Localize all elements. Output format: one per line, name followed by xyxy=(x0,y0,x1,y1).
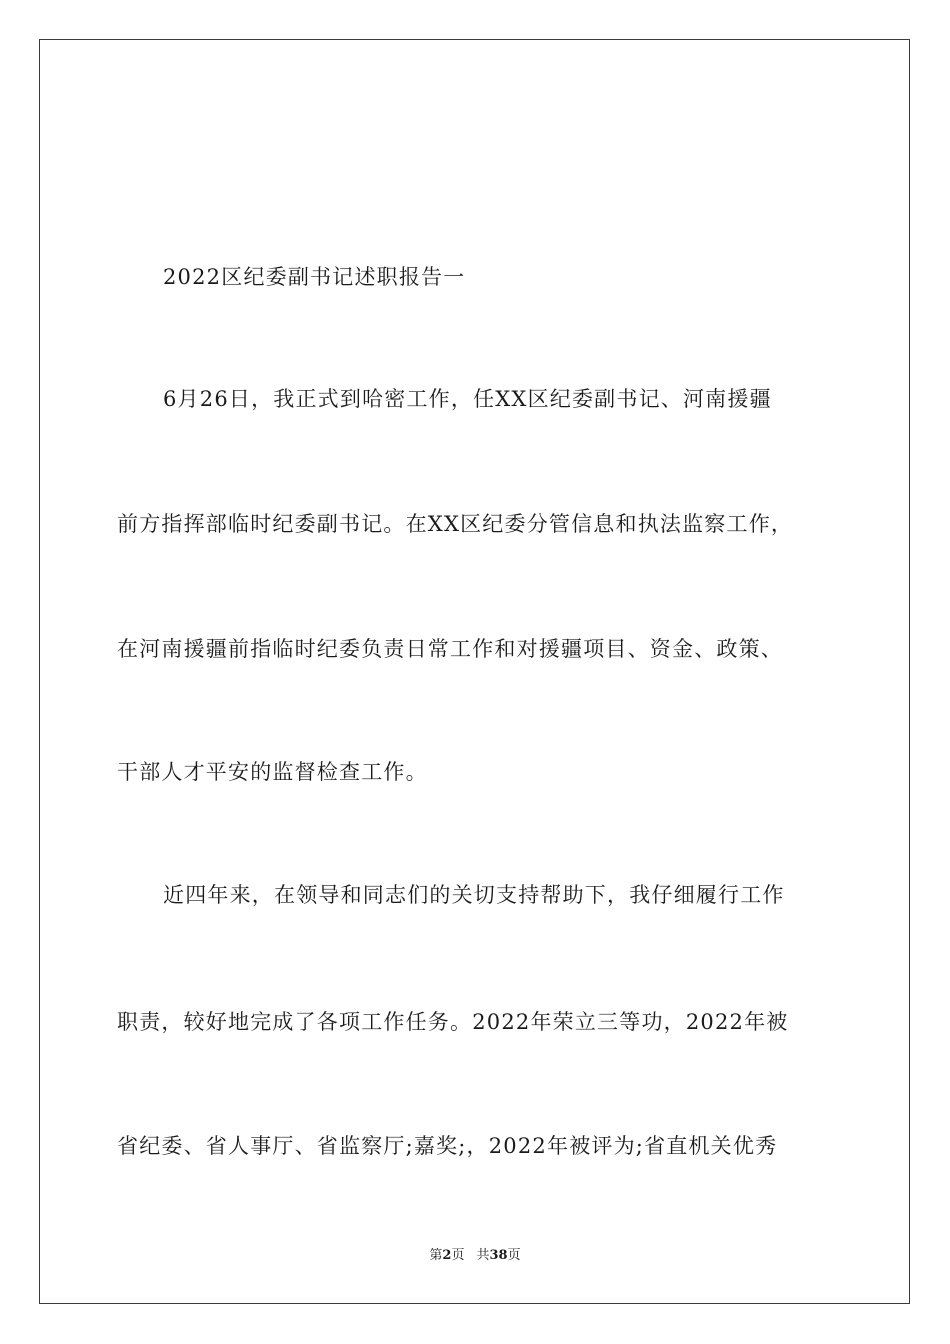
paragraph-line: 干部人才平安的监督检查工作。 xyxy=(117,760,428,784)
paragraph-line: 前方指挥部临时纪委副书记。在XX区纪委分管信息和执法监察工作， xyxy=(117,512,794,536)
page-prefix: 第 xyxy=(429,1248,443,1263)
paragraph-line: 6月26日，我正式到哈密工作，任XX区纪委副书记、河南援疆 xyxy=(163,387,772,411)
page-total: 38 xyxy=(489,1248,508,1263)
document-title: 2022区纪委副书记述职报告一 xyxy=(163,265,466,289)
paragraph-line: 近四年来，在领导和同志们的关切支持帮助下，我仔细履行工作 xyxy=(163,883,785,907)
page-current: 2 xyxy=(442,1248,452,1263)
total-prefix: 共 xyxy=(476,1248,490,1263)
page-border xyxy=(39,39,910,1304)
total-suffix: 页 xyxy=(507,1248,521,1263)
paragraph-line: 职责，较好地完成了各项工作任务。2022年荣立三等功，2022年被 xyxy=(117,1010,789,1034)
paragraph-line: 省纪委、省人事厅、省监察厅;嘉奖;，2022年被评为;省直机关优秀 xyxy=(117,1134,778,1158)
page-suffix: 页 xyxy=(451,1248,465,1263)
paragraph-line: 在河南援疆前指临时纪委负责日常工作和对援疆项目、资金、政策、 xyxy=(117,637,783,661)
page-footer xyxy=(0,1244,950,1263)
